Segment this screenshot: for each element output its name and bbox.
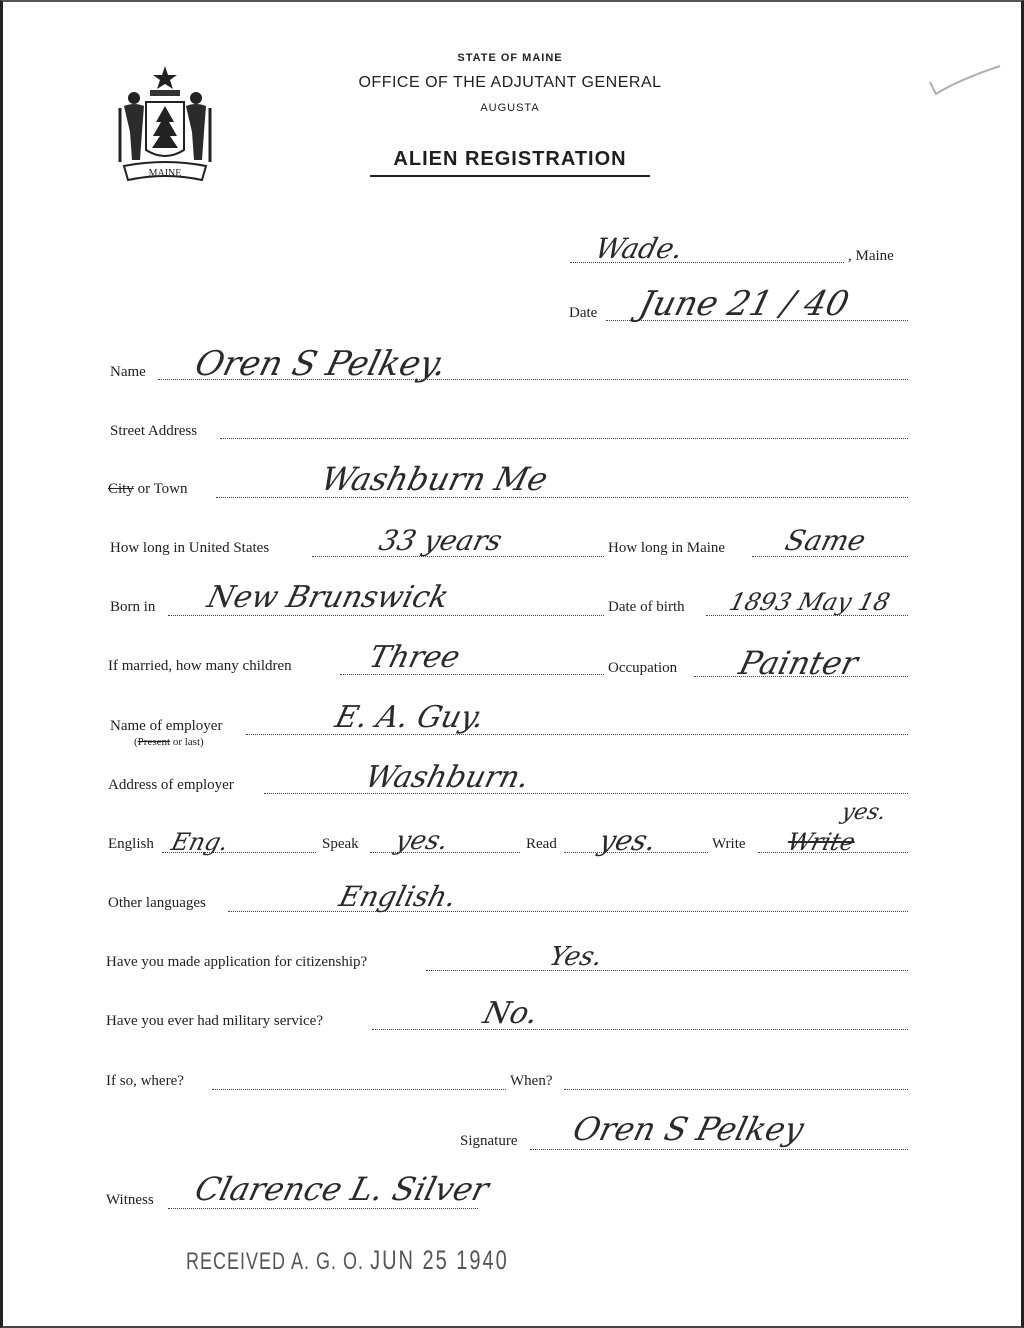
born-in-value[interactable]: New Brunswick (203, 580, 453, 615)
born-in-line (168, 615, 604, 616)
place-label: , Maine (848, 248, 894, 264)
when-line (564, 1089, 908, 1090)
header-state: STATE OF MAINE (457, 52, 563, 64)
signature-label: Signature (460, 1133, 518, 1149)
witness-label: Witness (106, 1192, 154, 1208)
date-of-birth-label: Date of birth (608, 599, 685, 615)
write-value[interactable]: Write (784, 828, 859, 856)
citizenship-line (426, 970, 908, 971)
check-mark-icon (928, 60, 1008, 100)
how-long-us-value[interactable]: 33 years (375, 524, 506, 557)
military-line (372, 1029, 908, 1030)
if-so-where-line (212, 1089, 506, 1090)
military-label: Have you ever had military service? (106, 1013, 323, 1029)
date-of-birth-value[interactable]: 1893 May 18 (726, 588, 893, 616)
speak-value[interactable]: yes. (392, 826, 452, 856)
write-label: Write (712, 836, 746, 852)
employer-address-line (264, 793, 908, 794)
born-in-label: Born in (110, 599, 156, 615)
date-label: Date (569, 305, 598, 321)
svg-text:MAINE: MAINE (148, 168, 182, 179)
form-title: ALIEN REGISTRATION (370, 148, 650, 177)
speak-label: Speak (322, 836, 359, 852)
citizenship-value[interactable]: Yes. (546, 942, 606, 972)
witness-value[interactable]: Clarence L. Silver (191, 1170, 493, 1208)
read-label: Read (526, 836, 557, 852)
employer-value[interactable]: E. A. Guy. (331, 700, 488, 735)
street-address-line (220, 438, 908, 439)
other-languages-label: Other languages (108, 895, 206, 911)
how-long-maine-value[interactable]: Same (781, 524, 870, 557)
read-value[interactable]: yes. (595, 824, 660, 857)
write-value-above[interactable]: yes. (838, 800, 889, 825)
how-long-maine-label: How long in Maine (608, 540, 726, 556)
occupation-value[interactable]: Painter (735, 644, 862, 682)
how-long-us-label: How long in United States (110, 540, 270, 556)
if-so-where-label: If so, where? (106, 1073, 184, 1089)
place-value[interactable]: Wade. (591, 232, 687, 265)
when-label: When? (510, 1073, 553, 1089)
date-value[interactable]: June 21 / 40 (635, 284, 853, 324)
other-languages-line (228, 911, 908, 912)
received-stamp (186, 1246, 509, 1277)
employer-address-value[interactable]: Washburn. (361, 760, 533, 795)
received-stamp-date: JUN 25 1940 (370, 1246, 509, 1276)
received-stamp-text: RECEIVED A. G. O. (186, 1247, 365, 1275)
maine-state-seal-icon (110, 62, 220, 192)
children-value[interactable]: Three (365, 640, 464, 675)
english-value[interactable]: Eng. (168, 828, 232, 856)
city-town-label: City or Town (108, 481, 188, 497)
street-address-label: Street Address (110, 423, 198, 439)
header-office: OFFICE OF THE ADJUTANT GENERAL (358, 74, 662, 91)
employer-label: Name of employer (110, 718, 223, 734)
occupation-label: Occupation (608, 660, 678, 676)
witness-line (168, 1208, 478, 1209)
signature-value[interactable]: Oren S Pelkey (569, 1110, 808, 1148)
other-languages-value[interactable]: English. (335, 880, 460, 913)
children-label: If married, how many children (108, 658, 292, 674)
citizenship-label: Have you made application for citizenship? (106, 954, 368, 970)
signature-line (530, 1149, 908, 1150)
military-value[interactable]: No. (479, 996, 542, 1031)
employer-sublabel: (Present or last) (134, 736, 204, 748)
city-town-value[interactable]: Washburn Me (317, 460, 552, 498)
employer-address-label: Address of employer (108, 777, 234, 793)
name-value[interactable]: Oren S Pelkey. (191, 344, 451, 384)
english-label: English (108, 836, 154, 852)
name-label: Name (110, 364, 146, 380)
header-city: AUGUSTA (480, 102, 540, 114)
